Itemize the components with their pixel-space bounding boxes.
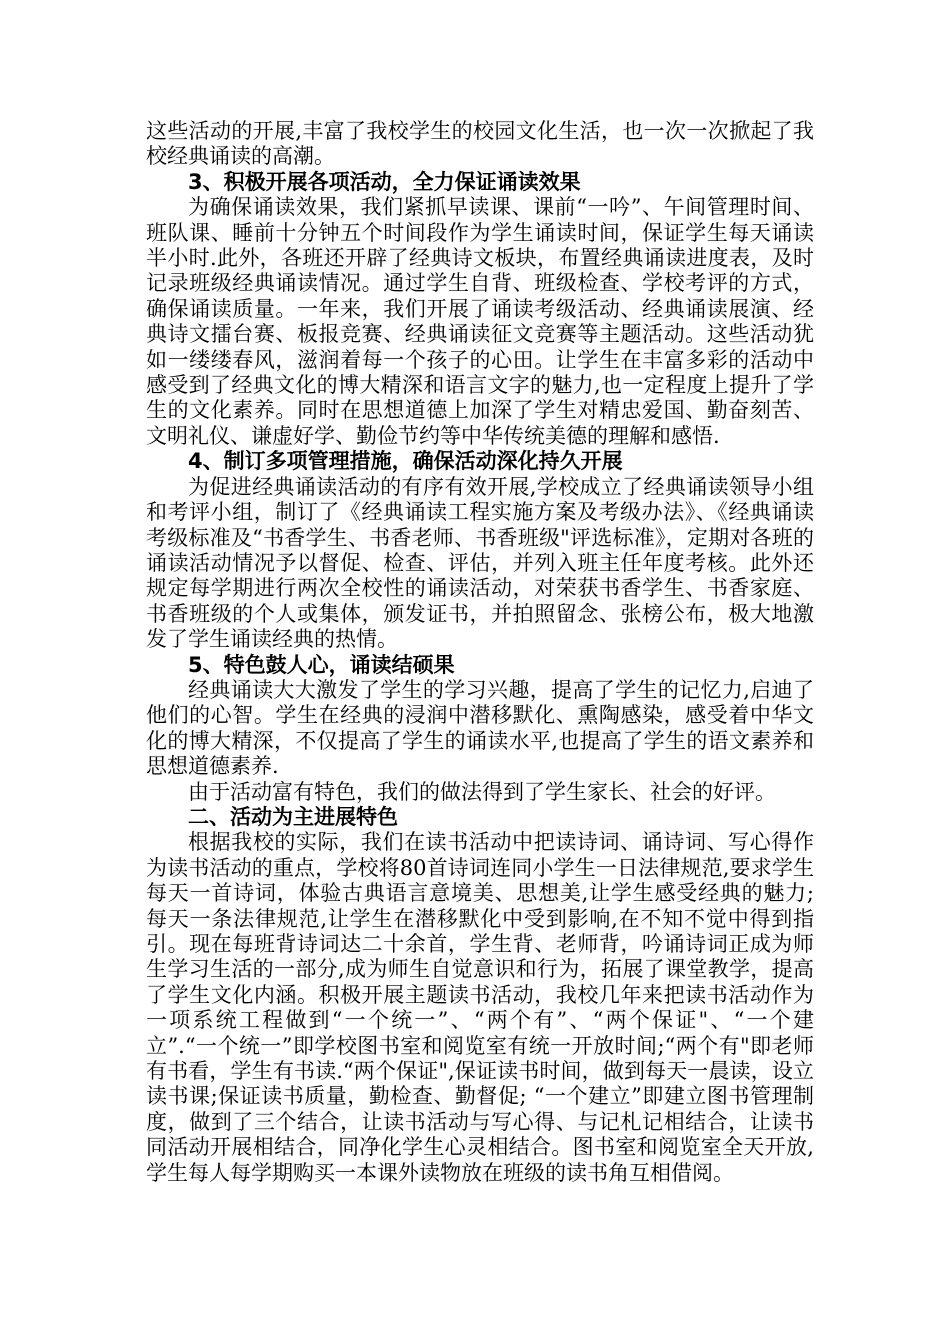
paragraph-3: 为确保诵读效果，我们紧抓早读课、课前“一吟”、午间管理时间、班队课、睡前十分钟五个时间段作为学生诵读时间，保证学生每天诵读半小时.此外，各班还开辟了经典诗文板块，布置经典诵读进度表，及时记录班级经典诵读情况。通过学生自背、班级检查、学校考评的方式，确保诵读质量。一年来，我们开展了诵读考级活动、经典诵读展演、经典诗文擂台赛、板报竞赛、经典诵读征文竞赛等主题活动。这些活动犹如一缕缕春风，滋润着每一个孩子的心田。让学生在丰富多彩的活动中感受到了经典文化的博大精深和语言文字的魅力,也一定程度上提升了学生的文化素养。同时在思想道德上加深了学生对精忠爱国、勤奋刻苦、文明礼仪、谦虚好学、勤俭节约等中华传统美德的理解和感悟. <box>146 195 814 448</box>
paragraph-5a: 经典诵读大大激发了学生的学习兴趣，提高了学生的记忆力,启迪了他们的心智。学生在经典的浸润中潜移默化、熏陶感染，感受着中华文化的博大精深，不仅提高了学生的诵读水平,也提高了学生的语文素养和思想道德素养. <box>146 677 814 779</box>
section-heading-4: 4、制订多项管理措施，确保活动深化持久开展 <box>188 449 623 474</box>
paragraph-6: 根据我校的实际，我们在读书活动中把读诗词、诵诗词、写心得作为读书活动的重点，学校将80首诗词连同小学生一日法律规范,要求学生每天一首诗词，体验古典语言意境美、思想美,让学生感受经典的魅力; 每天一条法律规范,让学生在潜移默化中受到影响,在不知不觉中得到指引。现在每班背诗词达二十余首，学生背、老师背，吟诵诗词正成为师生学习生活的一部分,成为师生自觉意识和行为，拓展了课堂教学，提高了学生文化内涵。积极开展主题读书活动，我校几年来把读书活动作为一项系统工程做到“一个统一”、“两个有”、“两个保证"、“一个建立”.“一个统一”即学校图书室和阅览室有统一开放时间;“两个有"即老师有书看，学生有书读.“两个保证",保证读书时间，做到每天一晨读，设立读书课;保证读书质量，勤检查、勤督促; “一个建立”即建立图书管理制度，做到了三个结合，让读书活动与写心得、与记札记相结合，让读书同活动开展相结合，同净化学生心灵相结合。图书室和阅览室全天开放,学生每人每学期购买一本课外读物放在班级的读书角互相借阅。 <box>146 830 814 1185</box>
paragraph-4: 为促进经典诵读活动的有序有效开展,学校成立了经典诵读领导小组和考评小组，制订了《经典诵读工程实施方案及考级办法》、《经典诵读考级标准及“书香学生、书香老师、书香班级"评选标准》，定期对各班的诵读活动情况予以督促、检查、评估，并列入班主任年度考核。此外还规定每学期进行两次全校性的诵读活动，对荣获书香学生、书香家庭、书香班级的个人或集体，颁发证书，并拍照留念、张榜公布，极大地激发了学生诵读经典的热情。 <box>146 474 814 652</box>
section-heading-5: 5、特色鼓人心，诵读结硕果 <box>188 652 455 677</box>
paragraph-continuation: 这些活动的开展,丰富了我校学生的校园文化生活，也一次一次掀起了我校经典诵读的高潮。 <box>146 119 814 169</box>
section-heading-two: 二、活动为主进展特色 <box>188 804 398 829</box>
paragraph-5b: 由于活动富有特色，我们的做法得到了学生家长、社会的好评。 <box>188 779 776 804</box>
document-page <box>146 119 814 1186</box>
section-heading-3: 3、积极开展各项活动，全力保证诵读效果 <box>188 169 581 194</box>
